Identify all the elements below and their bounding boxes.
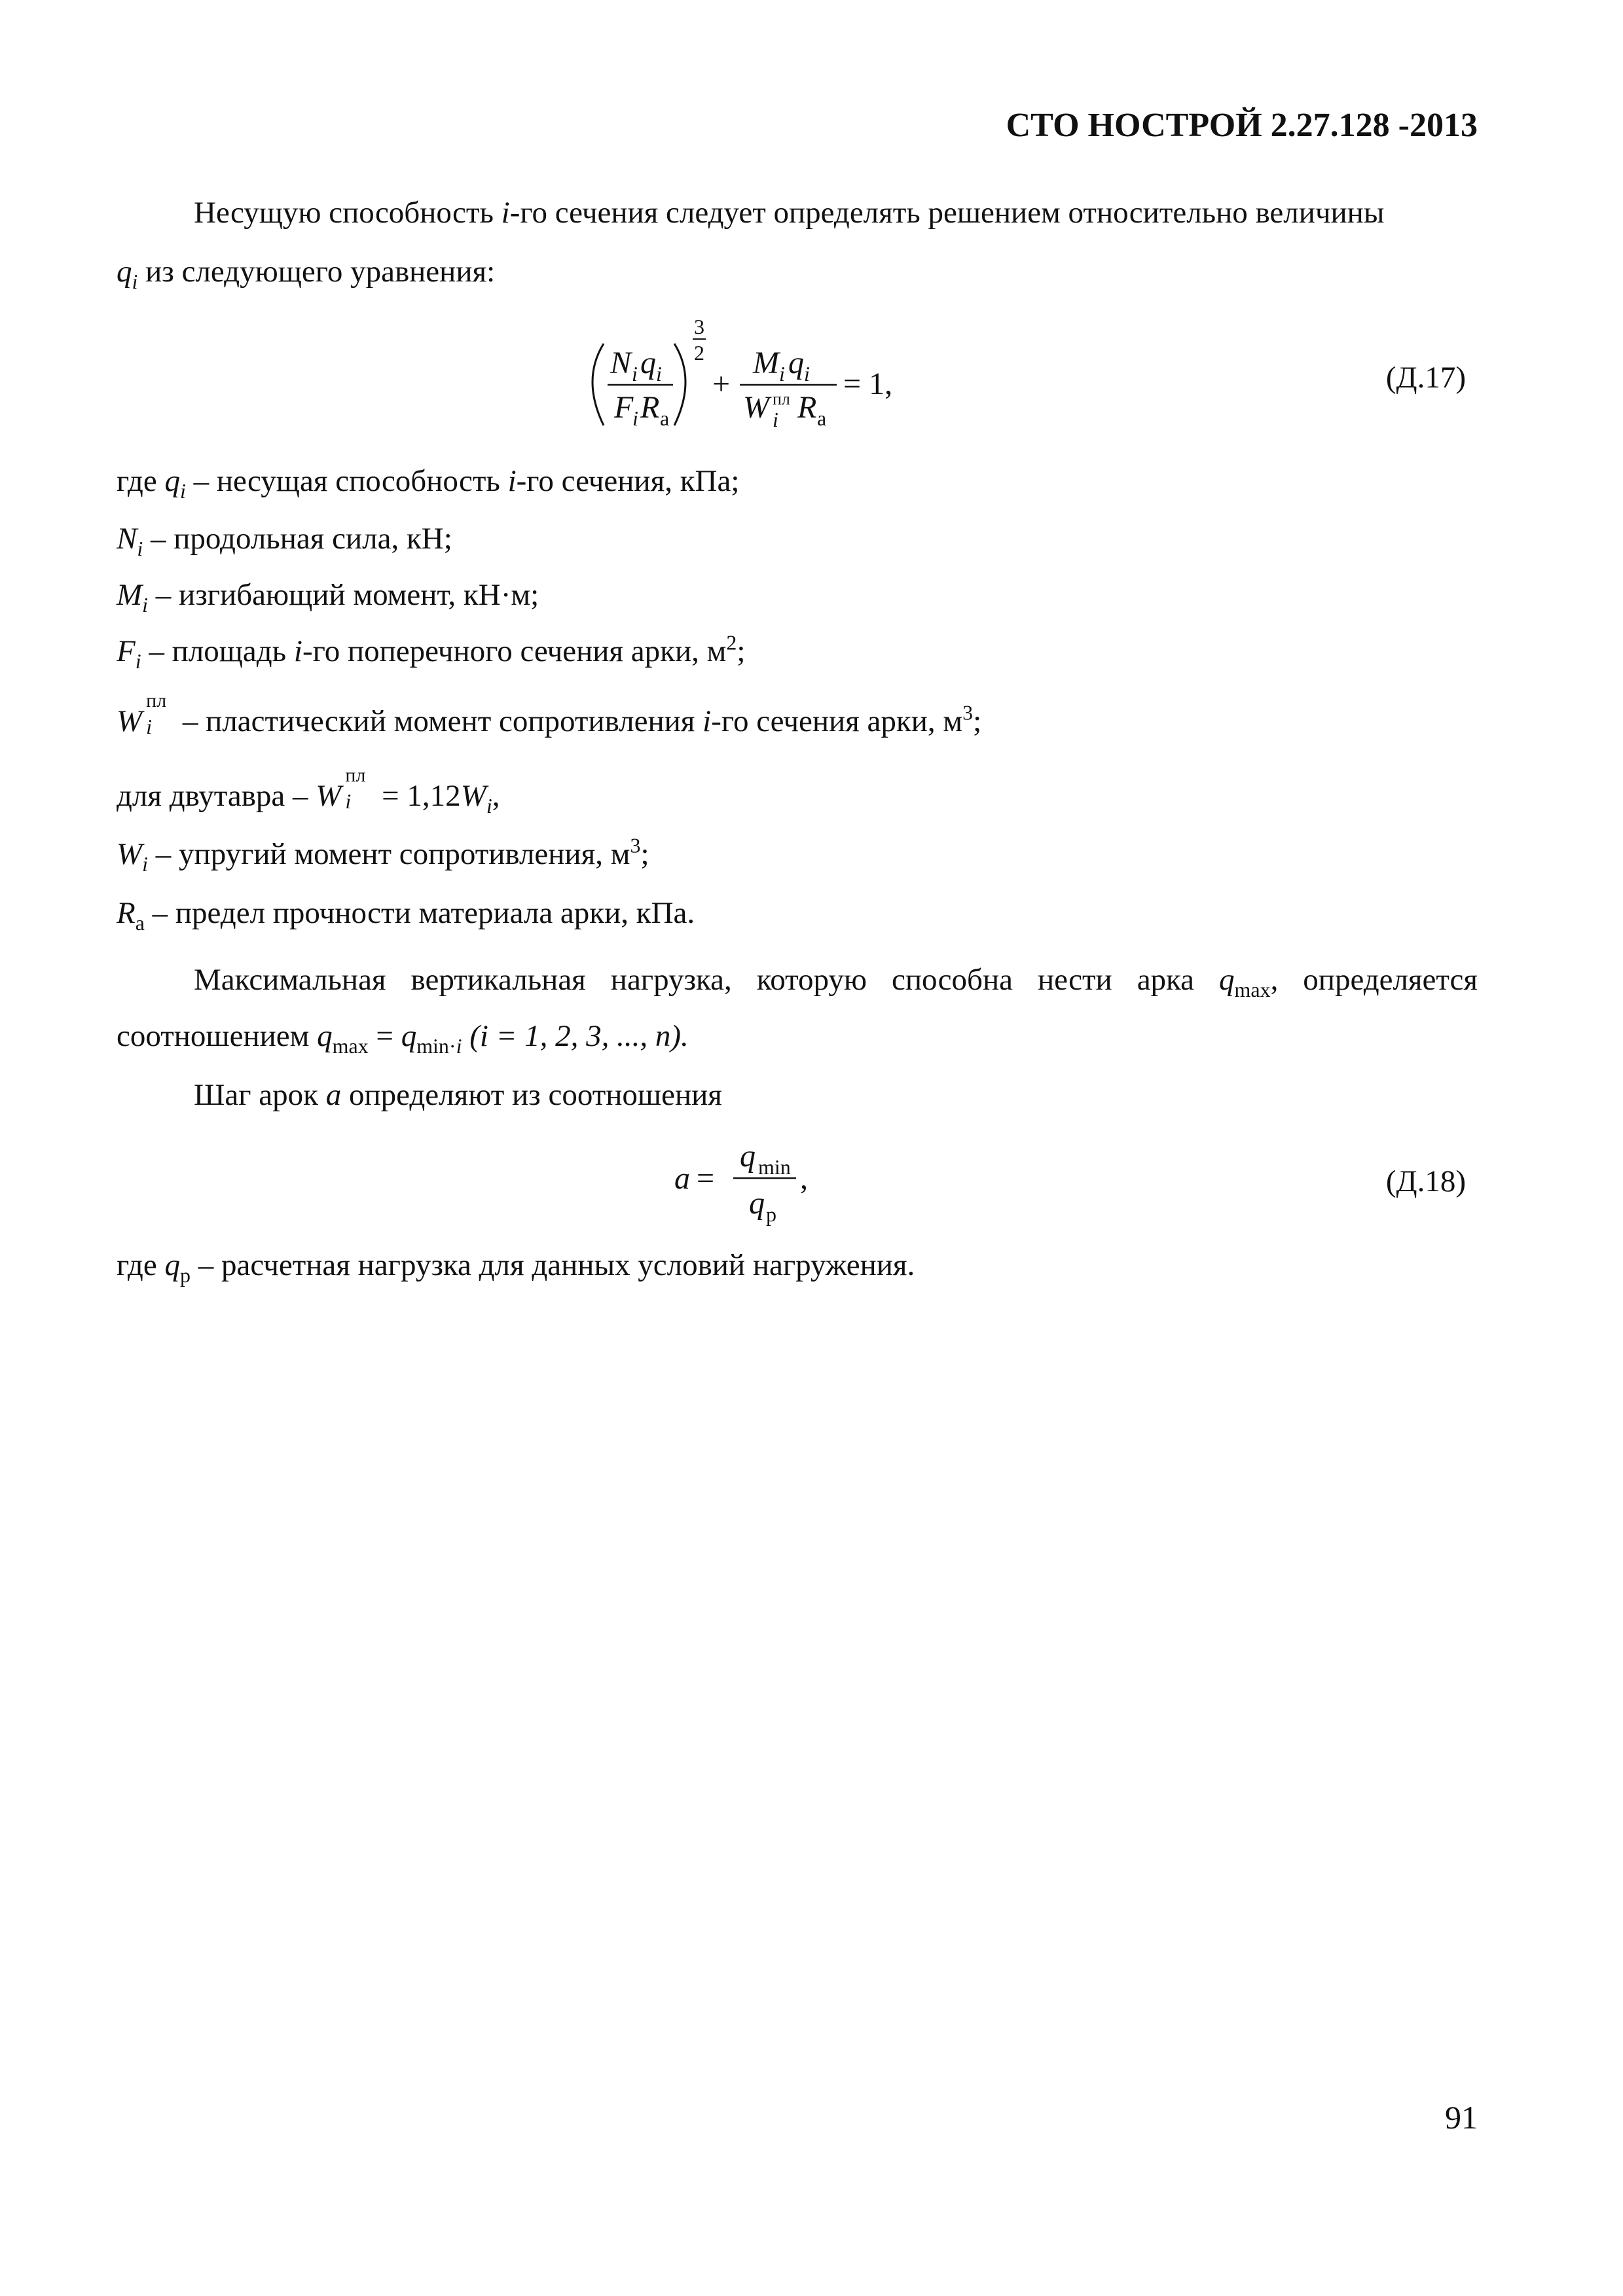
eq18-p: р bbox=[766, 1202, 776, 1226]
def-dvutavr: для двутавра – W пл i = $1,12W_i$, bbox=[117, 764, 500, 818]
page-number: 91 bbox=[1445, 2099, 1478, 2136]
eq18-a: a bbox=[674, 1161, 690, 1196]
equation-d18-number: (Д.18) bbox=[1385, 1164, 1466, 1198]
eq17-exp-num: 3 bbox=[694, 315, 704, 338]
eq17-q2: q bbox=[788, 346, 804, 380]
eq17-W-sub: i bbox=[773, 408, 778, 431]
equation-d18-graphic bbox=[668, 1126, 877, 1230]
eq17-W-sup: пл bbox=[773, 389, 790, 408]
eq18-eq: = bbox=[697, 1161, 715, 1196]
eq18-min: min bbox=[758, 1155, 791, 1179]
max-load-line-1: Максимальная вертикальная нагрузка, которую способна нести арка $q_{max}$, определяется bbox=[194, 963, 1478, 1002]
equation-d18 bbox=[668, 1126, 877, 1230]
eq17-R2-sub: а bbox=[817, 406, 827, 430]
eq17-F: F bbox=[614, 390, 634, 425]
eq18-comma: , bbox=[800, 1161, 808, 1196]
max-load-line-2: соотношением $q_{max} = q_{min\cdot i}$ (i = 1, 2, 3, ..., n). bbox=[117, 1019, 689, 1058]
intro-line-1: Несущую способность i-го сечения следует определять решением относительно величины bbox=[194, 196, 1385, 230]
eq17-exp-den: 2 bbox=[694, 341, 704, 365]
document-header: СТО НОСТРОЙ 2.27.128 -2013 bbox=[1006, 107, 1478, 144]
eq17-q1-sub: i bbox=[656, 362, 662, 386]
eq18-q-num: q bbox=[740, 1139, 756, 1174]
equation-d17-number: (Д.17) bbox=[1385, 361, 1466, 395]
eq17-M: M bbox=[753, 346, 779, 380]
eq17-N-sub: i bbox=[632, 362, 638, 386]
eq17-N: N bbox=[610, 346, 632, 380]
eq17-rhs: = 1, bbox=[843, 367, 893, 401]
def-M: $M_i$ – изгибающий момент, кН·м; bbox=[117, 578, 539, 617]
eq17-q2-sub: i bbox=[804, 362, 810, 386]
eq17-R2: R bbox=[797, 390, 817, 425]
eq18-q-den: q bbox=[749, 1186, 765, 1221]
eq17-R1-sub: а bbox=[660, 406, 670, 430]
step-line: Шаг арок a определяют из соотношения bbox=[194, 1078, 722, 1112]
def-q: где $q_i$ – несущая способность i-го сечения, кПа; bbox=[117, 464, 740, 503]
def-F: $F_i$ – площадь i-го поперечного сечения арки, $м^2$; bbox=[117, 631, 746, 673]
def-Wi: $W_i$ – упругий момент сопротивления, $м^3$; bbox=[117, 834, 649, 876]
eq17-R1: R bbox=[640, 390, 660, 425]
intro-line-2: $q_i$ из следующего уравнения: bbox=[117, 255, 496, 294]
def-Ra: $R_а$ – предел прочности материала арки, кПа. bbox=[117, 896, 695, 935]
eq17-q1: q bbox=[640, 346, 656, 380]
equation-d17-graphic bbox=[576, 308, 969, 439]
eq17-M-sub: i bbox=[779, 362, 785, 386]
def-W-pl: W пл i – пластический момент сопротивления i-го сечения арки, $м^3$; bbox=[117, 690, 982, 738]
eq17-F-sub: i bbox=[632, 406, 638, 430]
eq17-plus: + bbox=[712, 367, 731, 401]
equation-d17 bbox=[576, 308, 969, 439]
eq17-W: W bbox=[743, 390, 769, 425]
def-N: $N_i$ – продольная сила, кН; bbox=[117, 522, 452, 561]
final-line: где $q_р$ – расчетная нагрузка для данных условий нагружения. bbox=[117, 1248, 915, 1287]
